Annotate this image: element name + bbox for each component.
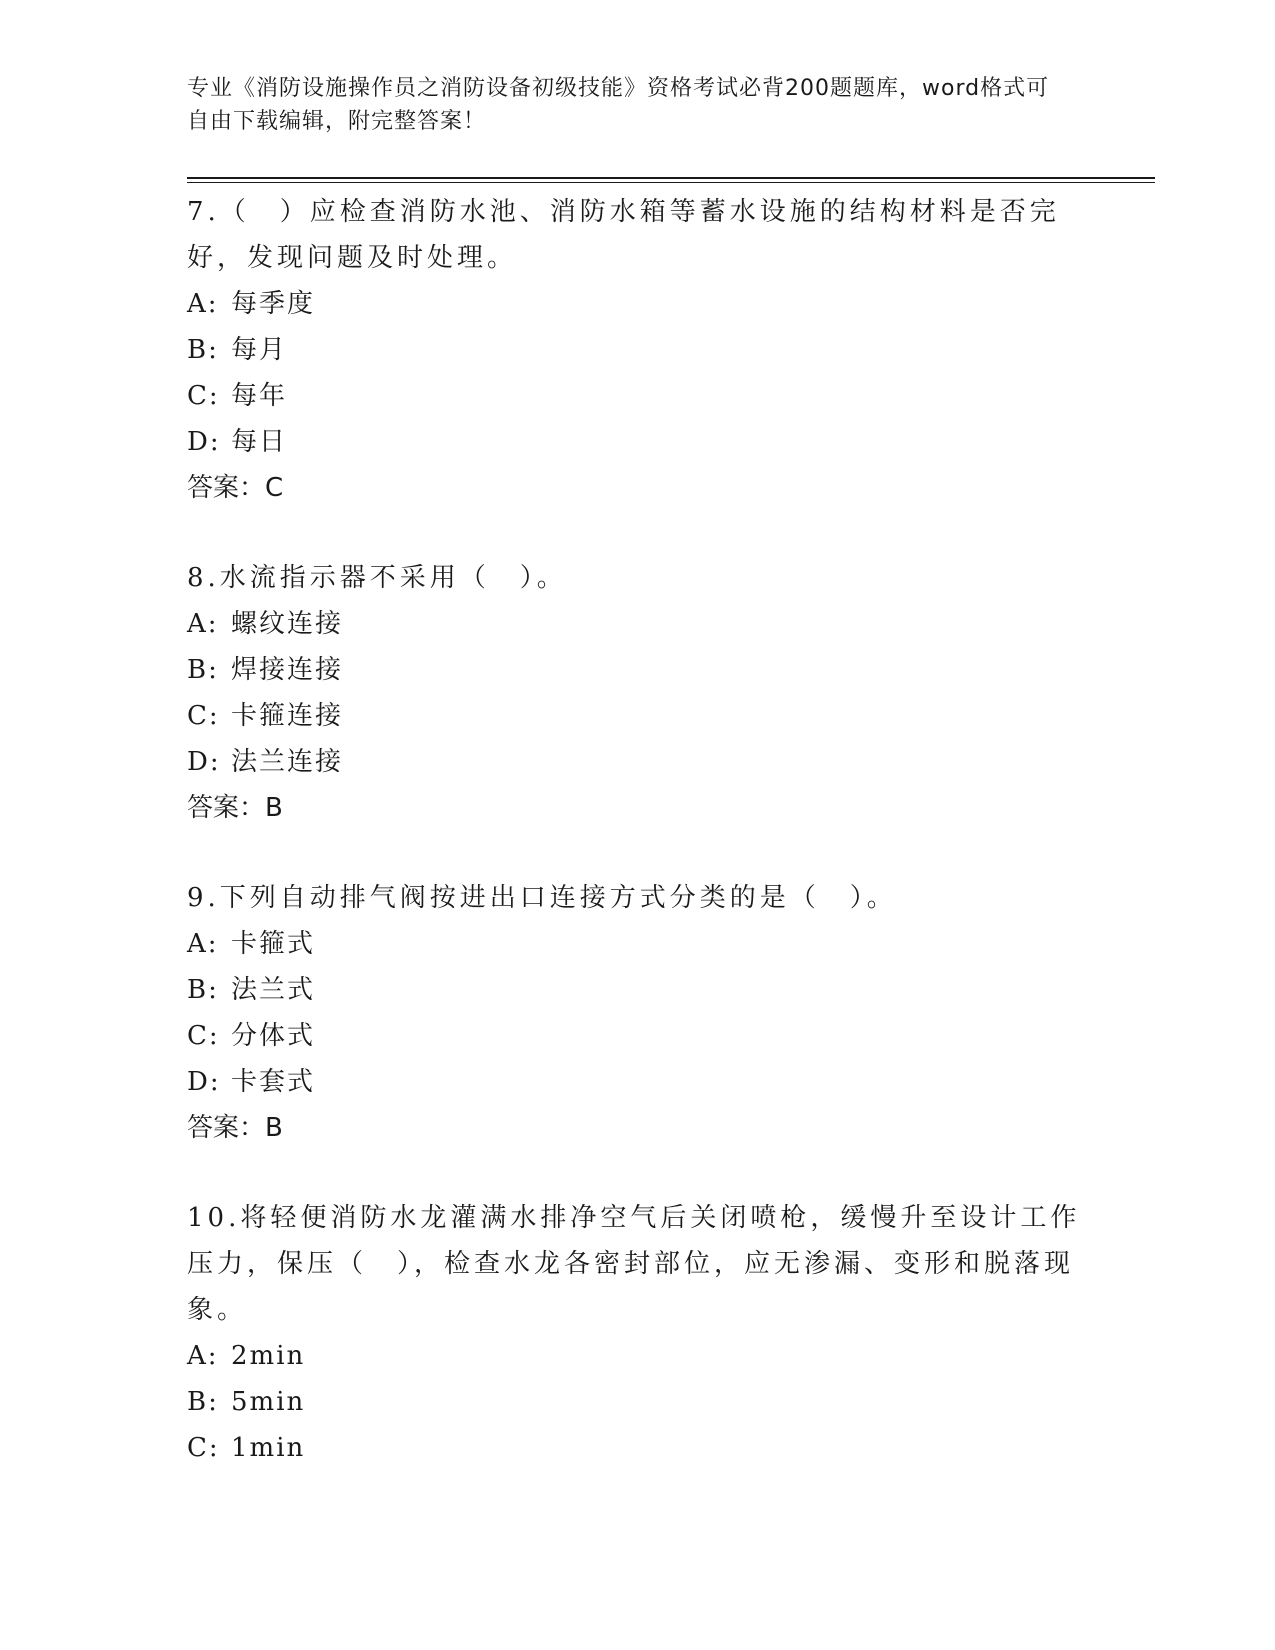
option-key: A: [187, 1341, 219, 1371]
question-9 [187, 875, 1087, 1151]
option-key: C: [187, 1433, 220, 1463]
option-b [187, 967, 1087, 1013]
answer-line: 答案：B [187, 793, 283, 823]
option-c [187, 1013, 1087, 1059]
header-rule-thick [187, 177, 1155, 179]
header-rule-thin [187, 182, 1155, 183]
option-a [187, 281, 1087, 327]
answer-line: 答案：B [187, 1113, 283, 1143]
option-key: C: [187, 381, 220, 411]
option-key: D: [187, 747, 221, 777]
option-d [187, 1059, 1087, 1105]
option-text: 1min [231, 1433, 306, 1463]
option-text: 法兰式 [231, 975, 316, 1005]
question-10 [187, 1195, 1087, 1471]
option-text: 卡套式 [231, 1067, 316, 1097]
option-text: 卡箍式 [231, 929, 316, 959]
option-key: C: [187, 1021, 220, 1051]
option-text: 分体式 [231, 1021, 316, 1051]
option-text: 5min [231, 1387, 306, 1417]
option-key: D: [187, 1067, 221, 1097]
option-text: 每月 [231, 335, 288, 365]
question-stem: 10.将轻便消防水龙灌满水排净空气后关闭喷枪，缓慢升至设计工作压力，保压（ ），检查水龙各密封部位，应无渗漏、变形和脱落现象。 [187, 1203, 1081, 1325]
option-text: 每日 [231, 427, 288, 457]
option-key: A: [187, 289, 219, 319]
question-list [187, 189, 1087, 1515]
option-d [187, 739, 1087, 785]
option-b [187, 1379, 1087, 1425]
answer-line: 答案：C [187, 473, 284, 503]
option-b [187, 647, 1087, 693]
option-key: A: [187, 609, 219, 639]
question-stem: 7.（ ）应检查消防水池、消防水箱等蓄水设施的结构材料是否完好，发现问题及时处理。 [187, 197, 1060, 273]
option-text: 2min [231, 1341, 306, 1371]
option-a [187, 921, 1087, 967]
option-key: B: [187, 335, 219, 365]
question-stem: 9.下列自动排气阀按进出口连接方式分类的是（ ）。 [187, 883, 897, 913]
option-key: B: [187, 975, 219, 1005]
option-key: D: [187, 427, 221, 457]
option-key: B: [187, 655, 219, 685]
option-text: 每年 [231, 381, 288, 411]
option-text: 焊接连接 [231, 655, 344, 685]
option-c [187, 693, 1087, 739]
question-7 [187, 189, 1087, 511]
option-key: B: [187, 1387, 219, 1417]
option-a [187, 1333, 1087, 1379]
option-d [187, 419, 1087, 465]
option-key: C: [187, 701, 220, 731]
option-c [187, 1425, 1087, 1471]
option-text: 卡箍连接 [231, 701, 344, 731]
question-8 [187, 555, 1087, 831]
option-text: 螺纹连接 [231, 609, 344, 639]
option-key: A: [187, 929, 219, 959]
option-b [187, 327, 1087, 373]
option-a [187, 601, 1087, 647]
option-c [187, 373, 1087, 419]
option-text: 法兰连接 [231, 747, 344, 777]
document-header: 专业《消防设施操作员之消防设备初级技能》资格考试必背200题题库，word格式可自由下载编辑，附完整答案！ [187, 76, 1050, 134]
option-text: 每季度 [231, 289, 316, 319]
question-stem: 8.水流指示器不采用（ ）。 [187, 563, 567, 593]
